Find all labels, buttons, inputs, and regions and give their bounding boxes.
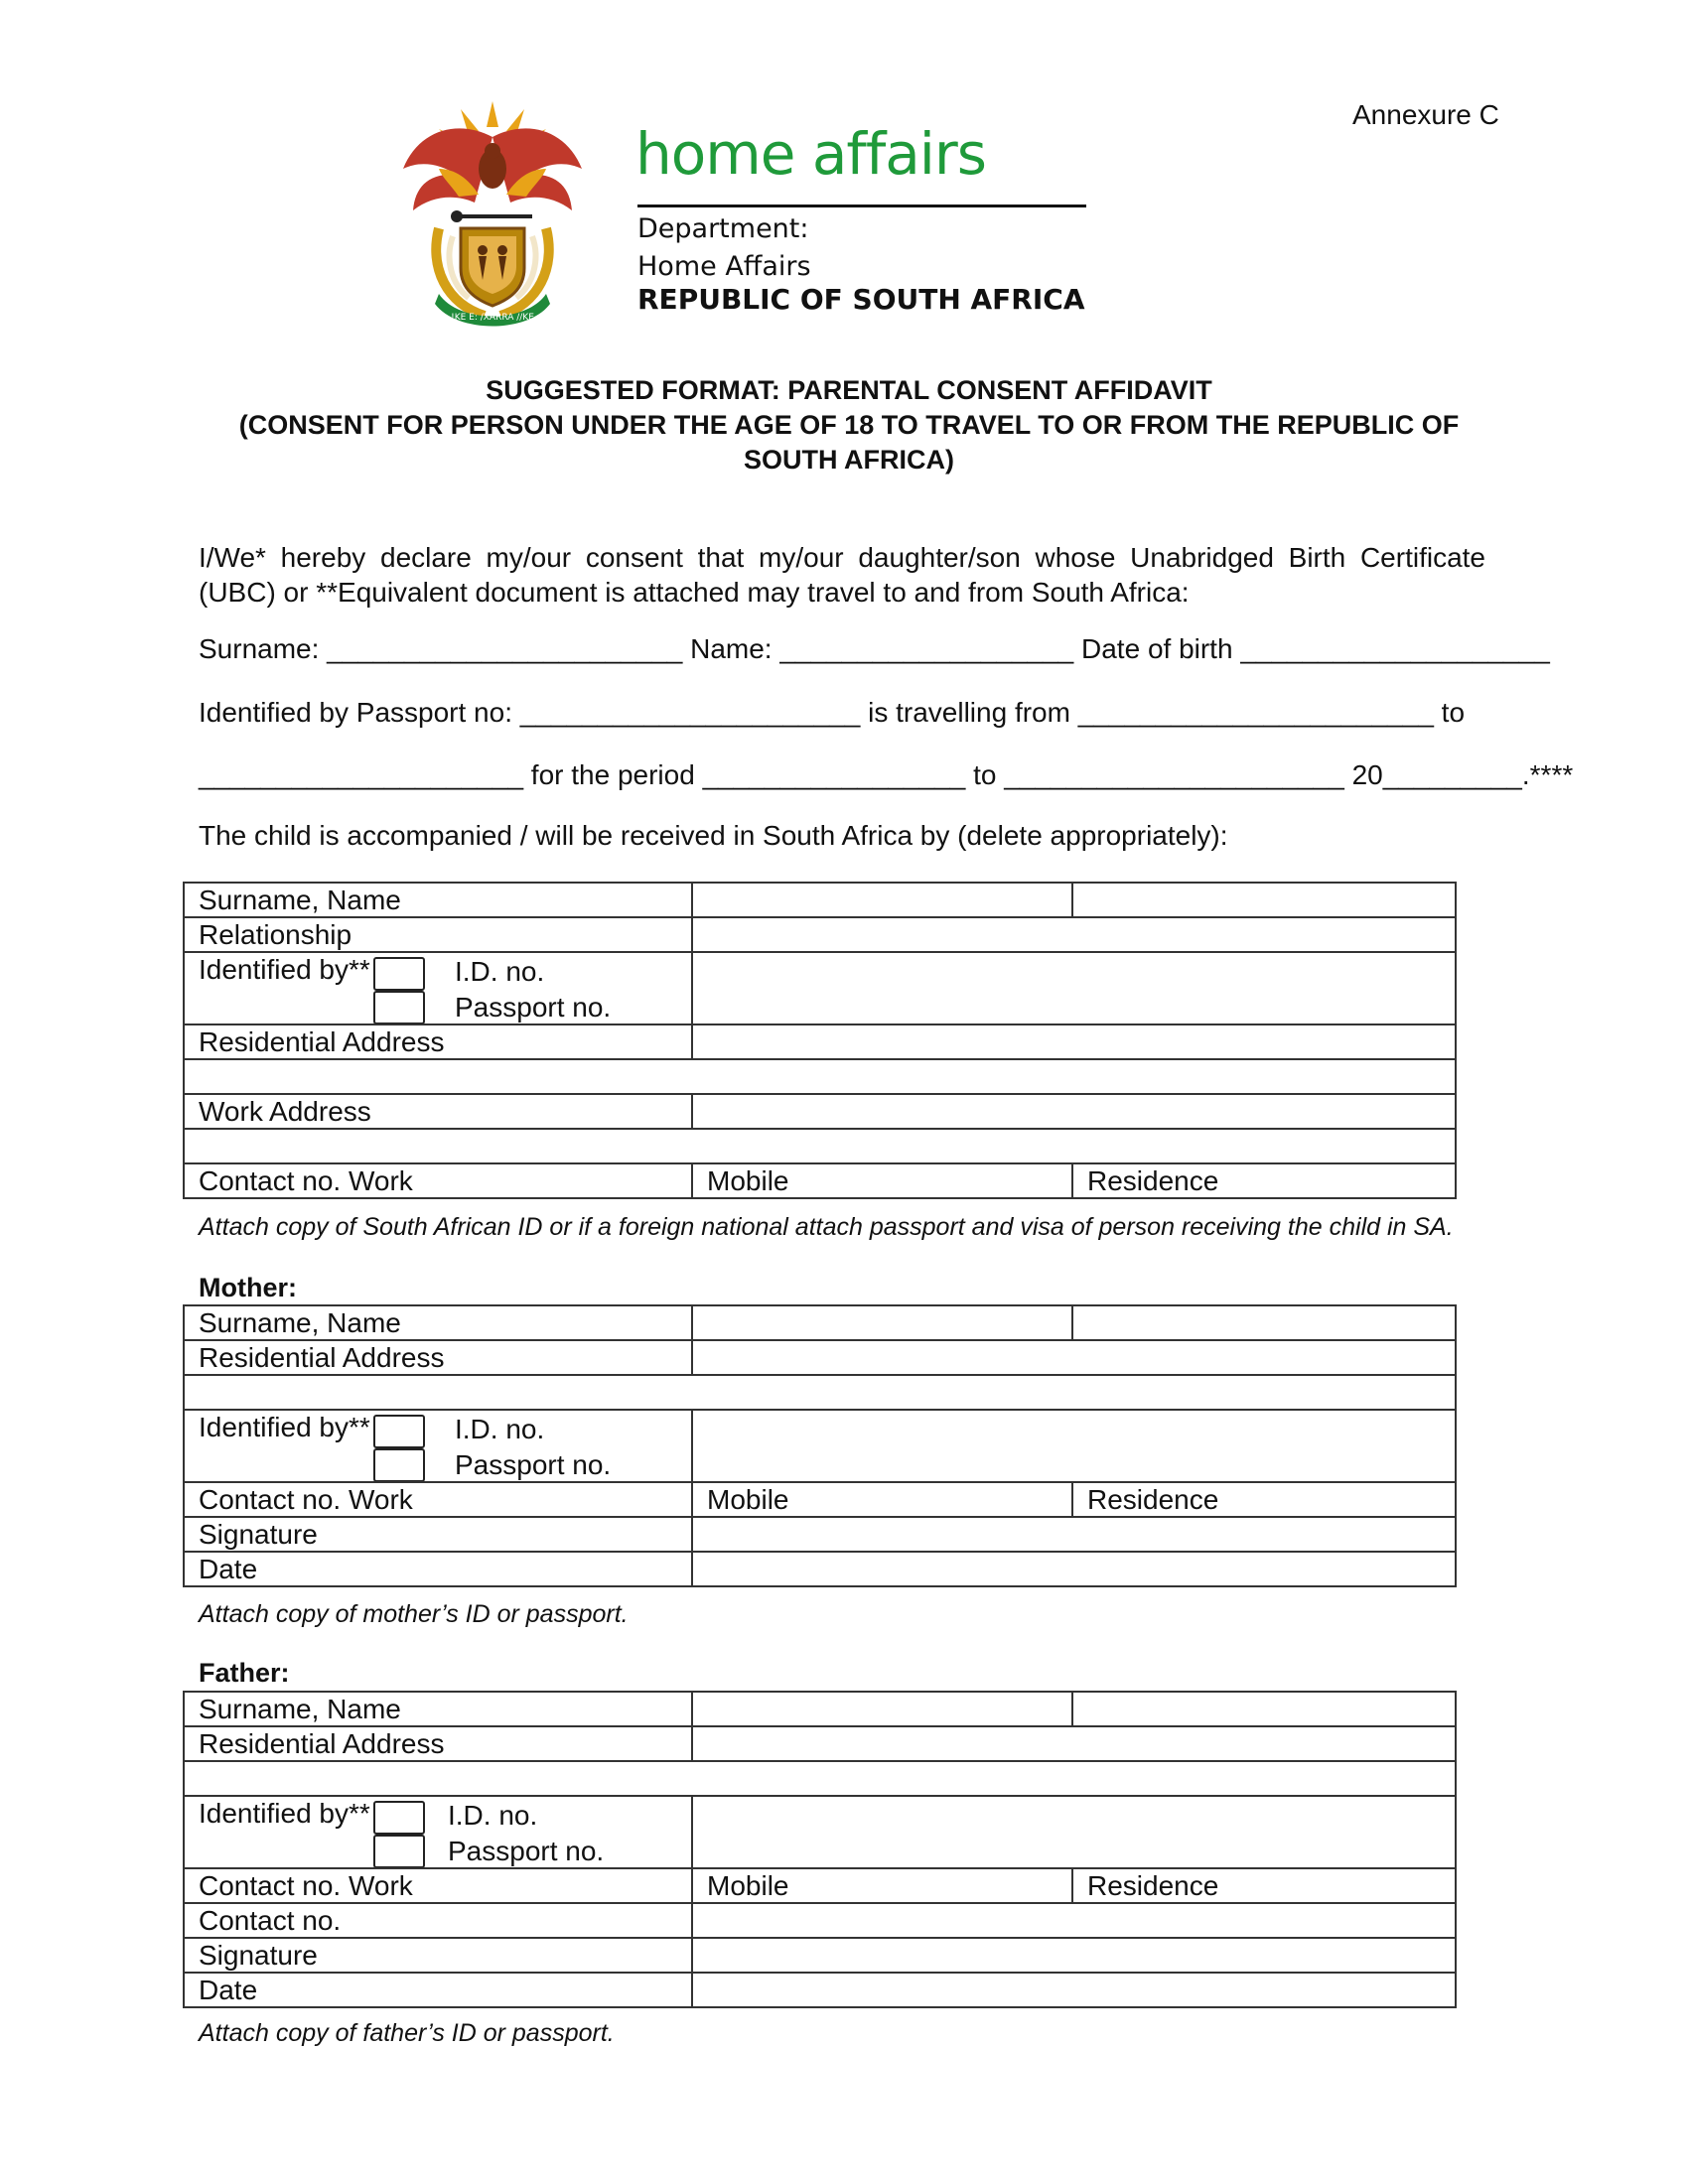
mother-residential-address-field[interactable] xyxy=(692,1340,1456,1375)
mother-signature-field[interactable] xyxy=(692,1517,1456,1552)
table-row xyxy=(184,1868,1456,1903)
mother-surname-field[interactable] xyxy=(692,1305,1072,1340)
id-no-label: I.D. no. xyxy=(455,956,545,987)
dept-line-3: REPUBLIC OF SOUTH AFRICA xyxy=(637,283,1085,316)
table-row xyxy=(184,1059,1456,1094)
annexure-label: Annexure C xyxy=(1352,99,1499,130)
table-row xyxy=(184,917,1456,952)
father-date-field[interactable] xyxy=(692,1973,1456,2007)
father-residential-address-label: Residential Address xyxy=(184,1726,692,1761)
father-heading: Father: xyxy=(199,1658,290,1688)
father-signature-label: Signature xyxy=(184,1938,692,1973)
mother-id-no-label: I.D. no. xyxy=(455,1414,545,1444)
residential-address-field[interactable] xyxy=(692,1024,1456,1059)
passport-no-label: Passport no. xyxy=(455,992,612,1023)
mother-id-no-checkbox[interactable] xyxy=(373,1415,425,1448)
table-row xyxy=(184,1094,1456,1129)
father-identification-number-field[interactable] xyxy=(692,1796,1456,1868)
father-surname-name-label: Surname, Name xyxy=(184,1692,692,1726)
dept-line-1: Department: xyxy=(637,213,809,244)
mother-table xyxy=(183,1304,1457,1587)
father-contact-work-label[interactable]: Contact no. Work xyxy=(184,1868,692,1903)
brand-title: home affairs xyxy=(635,120,986,188)
title-line-2: (CONSENT FOR PERSON UNDER THE AGE OF 18 TO TRAVEL TO OR FROM THE REPUBLIC OF SOUTH AFRICA) xyxy=(238,410,1460,475)
residence-label[interactable]: Residence xyxy=(1072,1163,1456,1198)
mother-surname-name-label: Surname, Name xyxy=(184,1305,692,1340)
table-row xyxy=(184,1903,1456,1938)
mother-residential-address-label: Residential Address xyxy=(184,1340,692,1375)
father-signature-field[interactable] xyxy=(692,1938,1456,1973)
residential-address-line-2[interactable] xyxy=(184,1059,1456,1094)
mother-name-field[interactable] xyxy=(1072,1305,1456,1340)
mother-date-field[interactable] xyxy=(692,1552,1456,1586)
father-contact-no-field[interactable] xyxy=(692,1903,1456,1938)
father-name-field[interactable] xyxy=(1072,1692,1456,1726)
mother-mobile-label[interactable]: Mobile xyxy=(692,1482,1072,1517)
table-row xyxy=(184,1973,1456,2007)
passport-no-checkbox[interactable] xyxy=(373,991,425,1024)
table-row xyxy=(184,1796,1456,1868)
father-residence-label[interactable]: Residence xyxy=(1072,1868,1456,1903)
table-row xyxy=(184,1482,1456,1517)
table-row xyxy=(184,1340,1456,1375)
father-note: Attach copy of father’s ID or passport. xyxy=(199,2019,615,2047)
mother-signature-label: Signature xyxy=(184,1517,692,1552)
brand-divider xyxy=(637,205,1086,207)
residential-address-label: Residential Address xyxy=(184,1024,692,1059)
table-row xyxy=(184,1552,1456,1586)
relationship-field[interactable] xyxy=(692,917,1456,952)
accompanied-intro: The child is accompanied / will be received in South Africa by (delete appropriately): xyxy=(199,820,1228,851)
work-address-field[interactable] xyxy=(692,1094,1456,1129)
mother-identification-number-field[interactable] xyxy=(692,1410,1456,1482)
coat-of-arms-icon xyxy=(399,99,586,330)
mother-residence-label[interactable]: Residence xyxy=(1072,1482,1456,1517)
identification-number-field[interactable] xyxy=(692,952,1456,1024)
work-address-line-2[interactable] xyxy=(184,1129,1456,1163)
id-no-checkbox[interactable] xyxy=(373,957,425,991)
fill-line-child-details[interactable]: Surname: _______________________ Name: ___________________ Date of birth ____________________ xyxy=(199,633,1550,664)
father-passport-no-label: Passport no. xyxy=(448,1836,605,1866)
mother-date-label: Date xyxy=(184,1552,692,1586)
father-id-no-checkbox[interactable] xyxy=(373,1801,425,1835)
fill-line-period[interactable]: _____________________ for the period _________________ to ______________________ 20_________.**** xyxy=(199,759,1574,790)
identified-by-cell xyxy=(184,952,692,1024)
father-table xyxy=(183,1691,1457,2008)
table-row xyxy=(184,1692,1456,1726)
mother-heading: Mother: xyxy=(199,1273,297,1302)
father-mobile-label[interactable]: Mobile xyxy=(692,1868,1072,1903)
surname-field[interactable] xyxy=(692,883,1072,917)
receiver-note: Attach copy of South African ID or if a foreign national attach passport and visa of person receiving the child in SA. xyxy=(199,1213,1454,1241)
father-residential-address-line-2[interactable] xyxy=(184,1761,1456,1796)
relationship-label: Relationship xyxy=(184,917,692,952)
father-identified-by-cell xyxy=(184,1796,692,1868)
table-row xyxy=(184,1305,1456,1340)
father-contact-no-label: Contact no. xyxy=(184,1903,692,1938)
mobile-label[interactable]: Mobile xyxy=(692,1163,1072,1198)
table-row xyxy=(184,952,1456,1024)
document-title xyxy=(189,373,1509,478)
table-row xyxy=(184,1410,1456,1482)
mother-residential-address-line-2[interactable] xyxy=(184,1375,1456,1410)
identified-by-label: Identified by** xyxy=(199,954,370,985)
mother-passport-no-label: Passport no. xyxy=(455,1449,612,1480)
title-line-1: SUGGESTED FORMAT: PARENTAL CONSENT AFFIDAVIT xyxy=(486,375,1212,405)
table-row xyxy=(184,1726,1456,1761)
brand-block xyxy=(635,120,1086,317)
receiver-table xyxy=(183,882,1457,1199)
mother-identified-by-cell xyxy=(184,1410,692,1482)
dept-line-2: Home Affairs xyxy=(637,251,811,282)
work-address-label: Work Address xyxy=(184,1094,692,1129)
contact-work-label[interactable]: Contact no. Work xyxy=(184,1163,692,1198)
fill-line-passport-travel[interactable]: Identified by Passport no: ______________________ is travelling from _______________________ to xyxy=(199,697,1466,728)
crest-motto: !KE E: /XARRA //KE xyxy=(451,313,534,323)
table-row xyxy=(184,1129,1456,1163)
father-passport-no-checkbox[interactable] xyxy=(373,1835,425,1868)
table-row xyxy=(184,1375,1456,1410)
table-row xyxy=(184,1163,1456,1198)
father-surname-field[interactable] xyxy=(692,1692,1072,1726)
father-identified-by-label: Identified by** xyxy=(199,1798,370,1829)
table-row xyxy=(184,1517,1456,1552)
mother-identified-by-label: Identified by** xyxy=(199,1412,370,1442)
table-row xyxy=(184,1938,1456,1973)
father-id-no-label: I.D. no. xyxy=(448,1800,538,1831)
table-row xyxy=(184,1761,1456,1796)
mother-passport-no-checkbox[interactable] xyxy=(373,1448,425,1482)
surname-name-label: Surname, Name xyxy=(184,883,692,917)
table-row xyxy=(184,883,1456,917)
father-date-label: Date xyxy=(184,1973,692,2007)
mother-note: Attach copy of mother’s ID or passport. xyxy=(199,1600,629,1628)
declaration-text: I/We* hereby declare my/our consent that my/our daughter/son whose Unabridged Birth Certificate (UBC) or **Equivalent document is attached may travel to and from South Africa: xyxy=(199,542,1485,608)
name-field[interactable] xyxy=(1072,883,1456,917)
table-row xyxy=(184,1024,1456,1059)
mother-contact-work-label[interactable]: Contact no. Work xyxy=(184,1482,692,1517)
father-residential-address-field[interactable] xyxy=(692,1726,1456,1761)
